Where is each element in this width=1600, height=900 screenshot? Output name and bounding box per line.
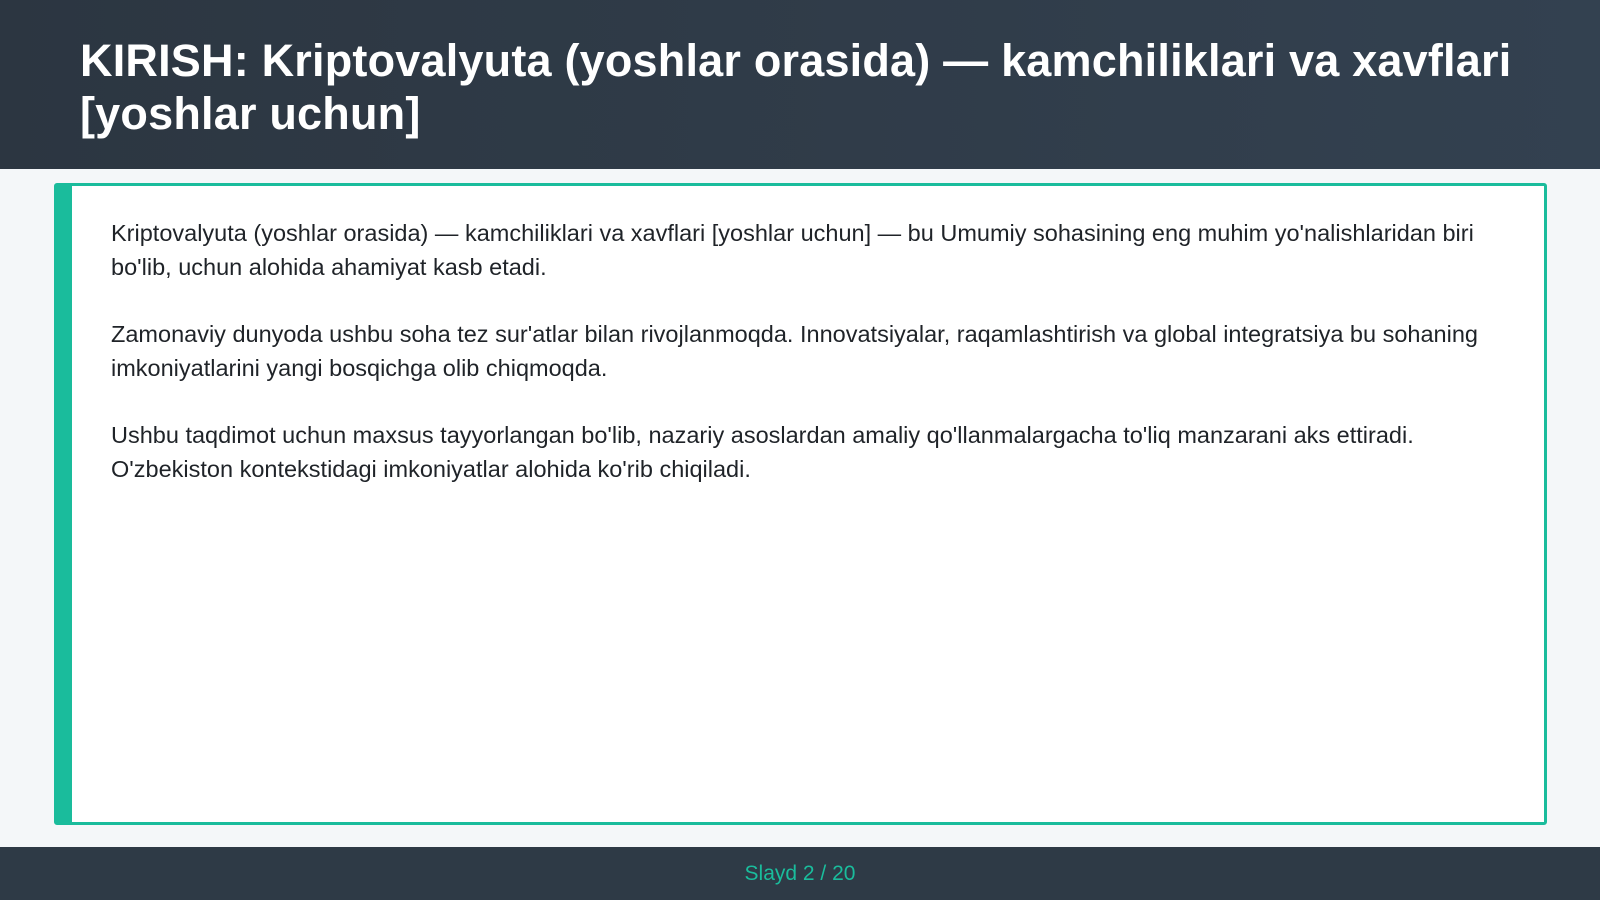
presentation-purpose-paragraph: Ushbu taqdimot uchun maxsus tayyorlangan bo'lib, nazariy asoslardan amaliy qo'llanmalargacha to'liq manzarani aks ettiradi. O'zbekiston kontekstidagi imkoniyatlar alohida ko'rib chiqiladi. <box>111 422 1414 482</box>
slide-counter: Slayd 2 / 20 <box>744 861 856 885</box>
content-panel <box>54 183 1547 825</box>
slide-title: KIRISH: Kriptovalyuta (yoshlar orasida) — kamchiliklari va xavflari [yoshlar uchun] <box>80 35 1512 139</box>
slide-header <box>0 0 1600 169</box>
intro-paragraph: Kriptovalyuta (yoshlar orasida) — kamchiliklari va xavflari [yoshlar uchun] — bu Umumiy sohasining eng muhim yo'nalishlaridan biri bo'lib, uchun alohida ahamiyat kasb etadi. <box>111 220 1474 280</box>
slide-footer <box>0 847 1600 900</box>
modern-world-paragraph: Zamonaviy dunyoda ushbu soha tez sur'atlar bilan rivojlanmoqda. Innovatsiyalar, raqamlashtirish va global integratsiya bu sohaning imkoniyatlarini yangi bosqichga olib chiqmoqda. <box>111 321 1478 381</box>
